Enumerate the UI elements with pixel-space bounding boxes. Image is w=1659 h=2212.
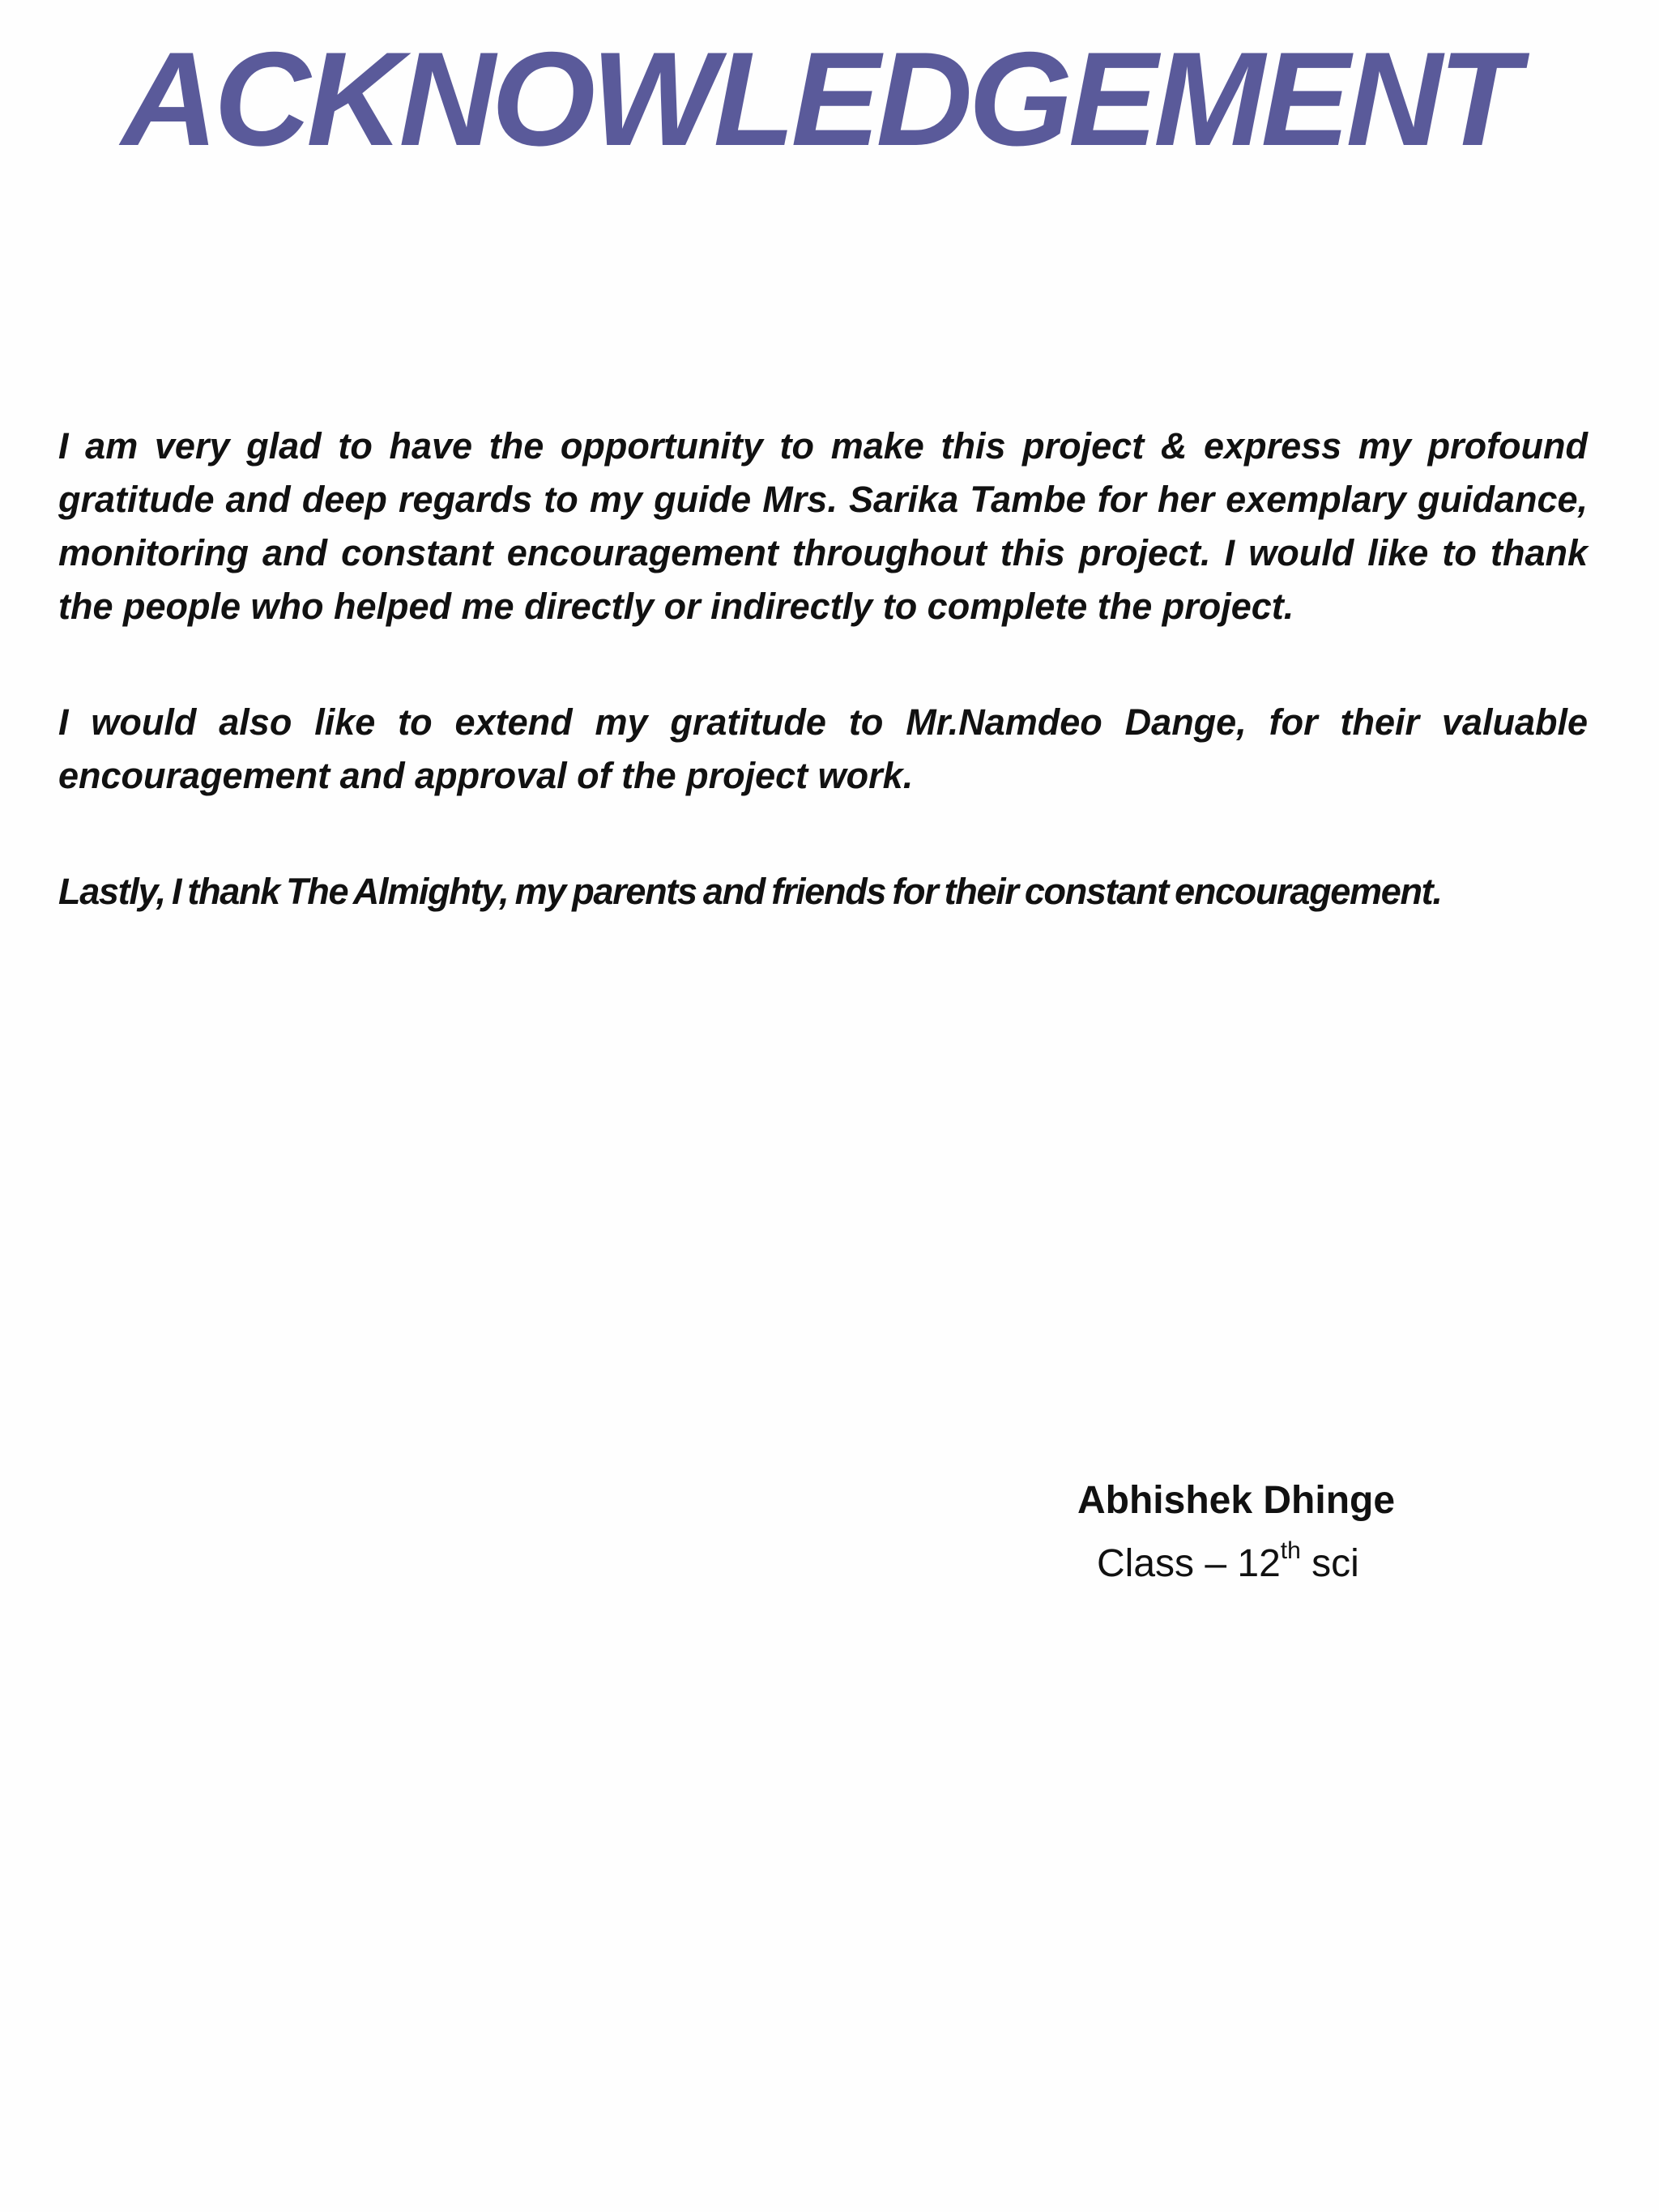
- signature-block: [1077, 1473, 1482, 1592]
- author-name: Abhishek Dhinge: [1077, 1479, 1396, 1522]
- acknowledgement-body: [58, 420, 1588, 981]
- class-prefix: Class – 12: [1097, 1542, 1281, 1585]
- paragraph-closing-thanks: Lastly, I thank The Almighty, my parents and friends for their constant encouragement.: [58, 871, 1442, 912]
- class-suffix: sci: [1300, 1542, 1359, 1585]
- page-title: ACKNOWLEDGEMENT: [122, 24, 1516, 173]
- paragraph-principal-thanks: I would also like to extend my gratitude to Mr.Namdeo Dange, for their valuable encouragement and approval of the project work.: [58, 701, 1588, 796]
- class-superscript: th: [1280, 1537, 1301, 1564]
- author-class: [1097, 1536, 1482, 1592]
- paragraph-guide-thanks: I am very glad to have the opportunity to make this project & express my profound gratitude and deep regards to my guide Mrs. Sarika Tambe for her exemplary guidance, monitoring and constant encouragement throughout this project. I would like to thank the people who helped me directly or indirectly to complete the project.: [58, 425, 1588, 627]
